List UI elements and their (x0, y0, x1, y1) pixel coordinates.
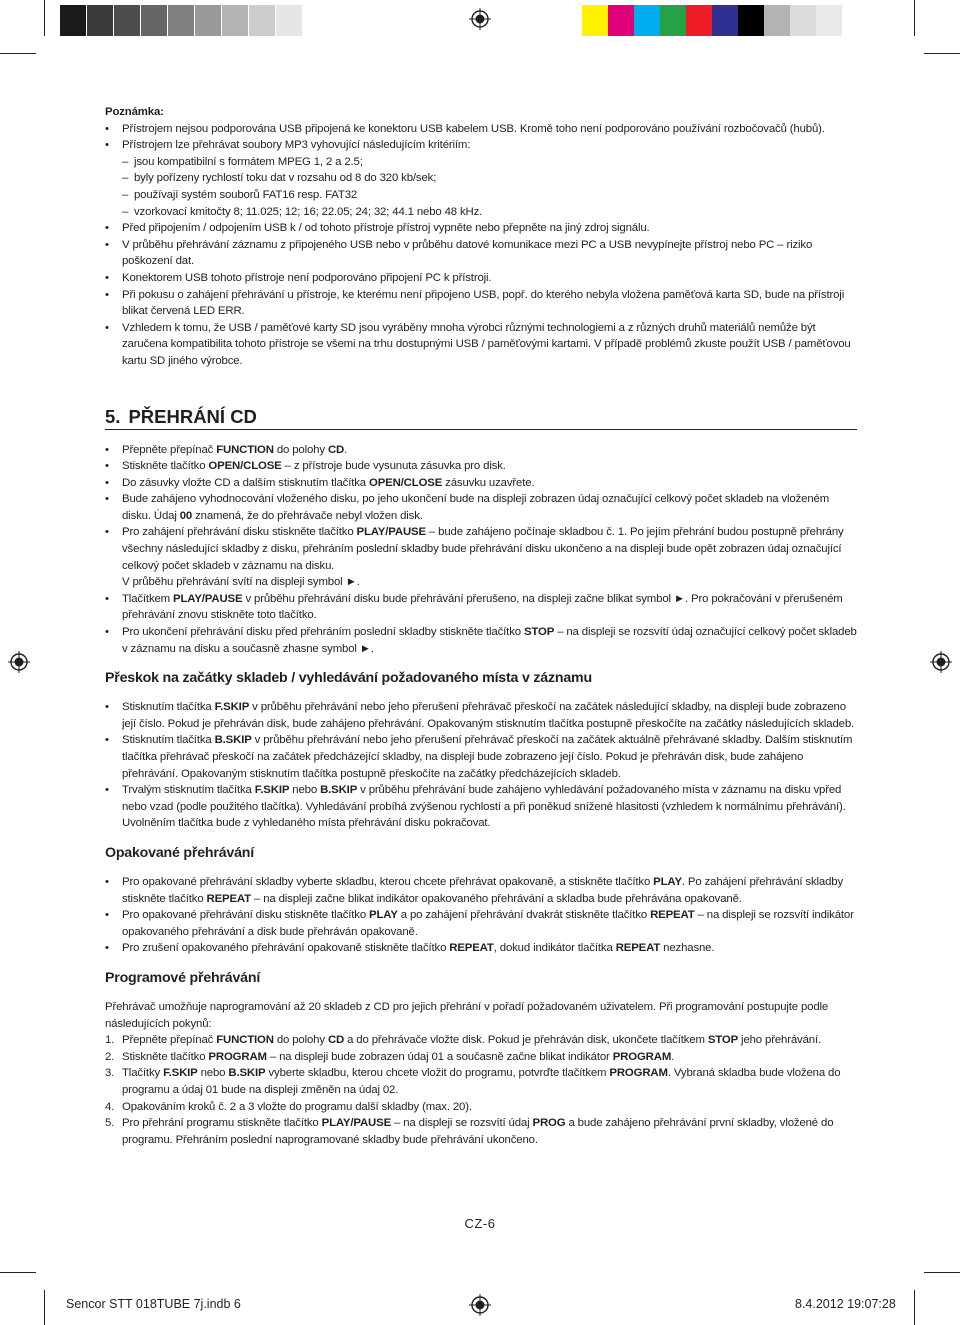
color-swatch (582, 5, 608, 36)
color-swatch (738, 5, 764, 36)
note-item: • Při pokusu o zahájení přehrávání u přístroje, ke kterému není připojeno USB, popř. do kterého nebyla vložena paměťová karta SD, bude na přístroji blikat červená LED ERR. (105, 287, 857, 320)
color-swatch (168, 5, 195, 36)
registration-mark-icon (930, 651, 952, 673)
note-item: • V průběhu přehrávání záznamu z připojeného USB nebo v průběhu datové komunikace mezi PC a USB nevypínejte přístroj nebo PC – riziko poškození dat. (105, 237, 857, 270)
document-body (105, 104, 857, 1148)
list-item: • Stiskněte tlačítko OPEN/CLOSE – z přístroje bude vysunuta zásuvka pro disk. (105, 458, 857, 475)
crop-mark (44, 1290, 45, 1325)
color-swatch (764, 5, 790, 36)
criteria-item: – vzorkovací kmitočty 8; 11.025; 12; 16; 22.05; 24; 32; 44.1 nebo 48 kHz. (105, 204, 857, 221)
color-swatch (712, 5, 738, 36)
color-swatch (686, 5, 712, 36)
color-swatch (276, 5, 303, 36)
note-list (105, 121, 857, 370)
list-item: • Pro ukončení přehrávání disku před přehráním poslední skladby stiskněte tlačítko STOP – na displeji se rozsvítí údaj označující celkový počet skladeb v záznamu na disku a současně zhasne symbol ►. (105, 624, 857, 657)
note-item: • Přístrojem lze přehrávat soubory MP3 vyhovující následujícím kritériím: – jsou kompatibilní s formátem MPEG 1, 2 a 2.5; – byly pořízeny rychlostí toku dat v rozsahu od 8 do 320 kb/sek; – používají systém souborů FAT16 resp. FAT32 – vzorkovací kmitočty 8; 11.025; 12; 16; 22.05; 24; 32; 44.1 nebo 48 kHz. (105, 137, 857, 220)
note-item: • Přístrojem nejsou podporována USB připojená ke konektoru USB kabelem USB. Kromě toho není podporováno používání rozbočovačů (hubů). (105, 121, 857, 138)
list-item: • Pro zahájení přehrávání disku stiskněte tlačítko PLAY/PAUSE – bude zahájeno počínaje skladbou č. 1. Po jejím přehrání budou postupně přehrány všechny následující skladby z disku, přehráním poslední skladby bude přehrávání disku ukončeno a na displeji bude opět zobrazen údaj označující celkový počet skladeb v záznamu na disku. V průběhu přehrávání svítí na displeji symbol ►. (105, 524, 857, 590)
crop-mark (914, 0, 915, 36)
program-steps (105, 1032, 857, 1148)
color-swatch (608, 5, 634, 36)
page-number: CZ-6 (464, 1216, 496, 1231)
color-swatch (114, 5, 141, 36)
crop-mark (924, 53, 960, 54)
step-item: 3. Tlačítky F.SKIP nebo B.SKIP vyberte skladbu, kterou chcete vložit do programu, potvrďte tlačítkem PROGRAM. Vybraná skladba bude vložena do programu a údaj 01 bude na displeji změněn na údaj 02. (105, 1067, 841, 1096)
color-swatch (634, 5, 660, 36)
registration-mark-icon (469, 8, 491, 30)
color-swatch (141, 5, 168, 36)
color-swatch (60, 5, 87, 36)
list-item: • Stisknutím tlačítka B.SKIP v průběhu přehrávání nebo jeho přerušení přehrávač přeskočí na začátek aktuálně přehrávané skladby. Dalším stisknutím tlačítka přehrávač přeskočí na začátek předcházející skladby, na displeji bude zobrazeno její číslo. Pokud je přehráván disk, bude zahájeno přehrávání. Opakovaným stisknutím tlačítka postupně přeskočíte na začátky předcházejících skladeb. (105, 732, 857, 782)
cmyk-color-bar (582, 5, 894, 36)
registration-mark-icon (469, 1294, 491, 1316)
crop-mark (924, 1272, 960, 1273)
repeat-list (105, 874, 857, 957)
color-swatch (790, 5, 816, 36)
color-swatch (303, 5, 330, 36)
crop-mark (44, 0, 45, 36)
list-item: • Trvalým stisknutím tlačítka F.SKIP nebo B.SKIP v průběhu přehrávání bude zahájeno vyhledávání požadovaného místa v záznamu na disku vpřed nebo vzad (podle použitého tlačítka). Vyhledávání probíhá zvýšenou rychlostí a při poněkud snížené hlasitosti (vzhledem k normálnímu přehrávání). Uvolněním tlačítka bude z vyhledaného místa přehrávání disku pokračovat. (105, 782, 857, 832)
section-heading: 5. PŘEHRÁNÍ CD (105, 406, 857, 430)
list-item: • Tlačítkem PLAY/PAUSE v průběhu přehrávání disku bude přehrávání přerušeno, na displeji začne blikat symbol ►. Pro pokračování v přerušeném přehrávání znovu stiskněte toto tlačítko. (105, 591, 857, 624)
list-item: • Bude zahájeno vyhodnocování vloženého disku, po jeho ukončení bude na displeji zobrazen údaj označující celkový počet skladeb na vloženém disku. Údaj 00 znamená, že do přehrávače nebyl vložen disk. (105, 491, 857, 524)
subsection-heading: Opakované přehrávání (105, 844, 254, 861)
crop-mark (0, 53, 36, 54)
list-item: • Stisknutím tlačítka F.SKIP v průběhu přehrávání nebo jeho přerušení přehrávač přeskočí na začátek následující skladby, na displeji bude zobrazeno její číslo. Pokud je přehráván disk, bude zahájeno přehrávání. Opakovaným stisknutím tlačítka postupně přeskočíte na začátky následujících skladeb. (105, 699, 857, 732)
color-swatch (195, 5, 222, 36)
criteria-item: – používají systém souborů FAT16 resp. FAT32 (105, 187, 857, 204)
color-swatch (842, 5, 868, 36)
subsection-heading: Přeskok na začátky skladeb / vyhledávání požadovaného místa v záznamu (105, 670, 592, 687)
step-item: 2. Stiskněte tlačítko PROGRAM – na displeji bude zobrazen údaj 01 a současně začne blikat indikátor PROGRAM. (105, 1050, 675, 1063)
color-swatch (249, 5, 276, 36)
footer-file-info: Sencor STT 018TUBE 7j.indb 6 (66, 1297, 241, 1311)
color-swatch (222, 5, 249, 36)
criteria-item: – jsou kompatibilní s formátem MPEG 1, 2 a 2.5; (105, 154, 857, 171)
crop-mark (914, 1290, 915, 1325)
note-item: • Vzhledem k tomu, že USB / paměťové karty SD jsou vyráběny mnoha výrobci různými technologiemi a z různých druhů materiálů nemůže být zaručena kompatibilita tohoto přístroje se všemi na trhu dostupnými USB / paměťovými kartami. V případě problémů zkuste použít USB / paměťovou kartu SD jiného výrobce. (105, 320, 857, 370)
footer-timestamp: 8.4.2012 19:07:28 (795, 1297, 896, 1311)
crop-mark (0, 1272, 36, 1273)
list-item: • Přepněte přepínač FUNCTION do polohy CD. (105, 442, 857, 459)
step-item: 5. Pro přehrání programu stiskněte tlačítko PLAY/PAUSE – na displeji se rozsvítí údaj PROG a bude zahájeno přehrávání první skladby, vložené do programu. Přehráním poslední naprogramované skladby bude přehrávání ukončeno. (105, 1117, 834, 1146)
color-swatch (660, 5, 686, 36)
step-item: 1. Přepněte přepínač FUNCTION do polohy CD a do přehrávače vložte disk. Pokud je přehráván disk, ukončete tlačítkem STOP jeho přehrávání. (105, 1034, 821, 1047)
list-item: • Pro opakované přehrávání disku stiskněte tlačítko PLAY a po zahájení přehrávání dvakrát stiskněte tlačítko REPEAT – na displeji se rozsvítí indikátor opakovaného přehrávání a disk bude přehráván opakovaně. (105, 907, 857, 940)
step-item: 4. Opakováním kroků č. 2 a 3 vložte do programu další skladby (max. 20). (105, 1100, 472, 1113)
color-swatch (816, 5, 842, 36)
note-item: • Konektorem USB tohoto přístroje není podporováno připojení PC k přístroji. (105, 270, 857, 287)
list-item: • Pro opakované přehrávání skladby vyberte skladbu, kterou chcete přehrávat opakovaně, a stiskněte tlačítko PLAY. Po zahájení přehrávání skladby stiskněte tlačítko REPEAT – na displeji začne blikat indikátor opakovaného přehrávání a skladba bude přehrávána opakovaně. (105, 874, 857, 907)
color-swatch (87, 5, 114, 36)
criteria-item: – byly pořízeny rychlostí toku dat v rozsahu od 8 do 320 kb/sek; (105, 170, 857, 187)
subsection-heading: Programové přehrávání (105, 969, 261, 986)
program-intro: Přehrávač umožňuje naprogramování až 20 skladeb z CD pro jejich přehrání v pořadí požadovaném uživatelem. Při programování postupujte podle následujících pokynů: (105, 1000, 829, 1030)
skip-list (105, 699, 857, 832)
cd-play-list (105, 442, 857, 658)
note-title: Poznámka: (105, 106, 164, 118)
list-item: • Do zásuvky vložte CD a dalším stisknutím tlačítka OPEN/CLOSE zásuvku uzavřete. (105, 475, 857, 492)
registration-mark-icon (8, 651, 30, 673)
color-swatch (868, 5, 894, 36)
list-item: • Pro zrušení opakovaného přehrávání opakovaně stiskněte tlačítko REPEAT, dokud indikátor tlačítka REPEAT nezhasne. (105, 940, 857, 957)
grayscale-color-bar (60, 5, 330, 36)
note-item: • Před připojením / odpojením USB k / od tohoto přístroje přístroj vypněte nebo přepněte na jiný zdroj signálu. (105, 220, 857, 237)
